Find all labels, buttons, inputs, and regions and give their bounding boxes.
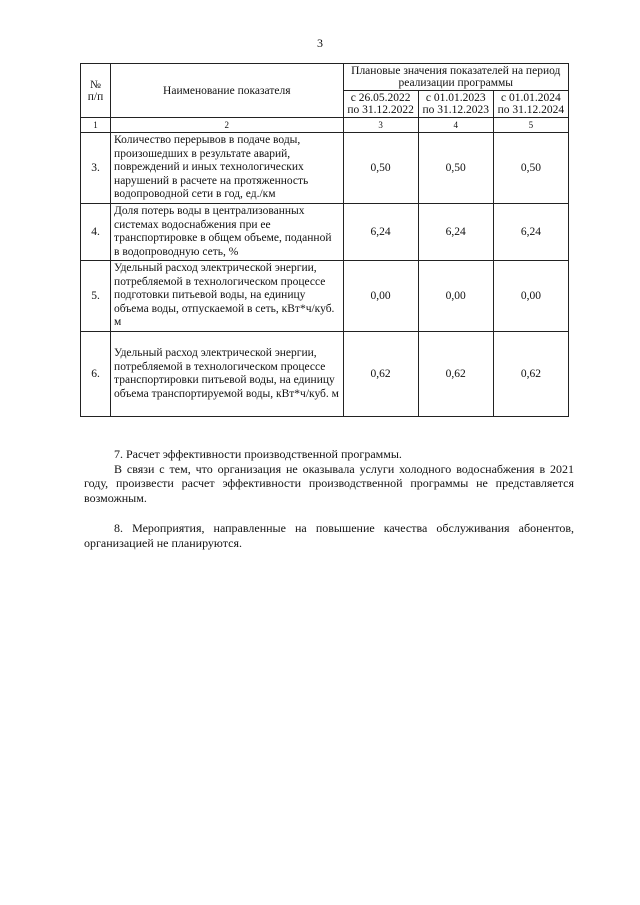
indicator-value: 0,50 bbox=[493, 133, 568, 204]
section-7-heading: 7. Расчет эффективности производственной программы. bbox=[114, 447, 402, 461]
col-index: 5 bbox=[493, 118, 568, 133]
indicator-name: Удельный расход электрической энергии, потребляемой в технологическом процессе подготовки питьевой воды, на единицу объема воды, отпускаемой в сеть, кВт*ч/куб. м bbox=[111, 261, 343, 332]
row-number: 4. bbox=[81, 204, 111, 261]
header-period bbox=[418, 91, 493, 118]
indicator-value: 0,50 bbox=[343, 133, 418, 204]
header-period bbox=[493, 91, 568, 118]
page-number: 3 bbox=[317, 36, 323, 50]
period-to: по 31.12.2023 bbox=[422, 104, 489, 116]
indicator-value: 6,24 bbox=[418, 204, 493, 261]
table-row bbox=[81, 261, 569, 332]
indicators-table bbox=[80, 63, 569, 417]
indicator-value: 0,00 bbox=[343, 261, 418, 332]
period-from: с 01.01.2023 bbox=[425, 92, 486, 104]
indicator-value: 0,62 bbox=[493, 332, 568, 417]
section-8-body: 8. Мероприятия, направленные на повышение качества обслуживания абонентов, организацией не планируются. bbox=[84, 521, 574, 550]
row-number: 6. bbox=[81, 332, 111, 417]
table-row bbox=[81, 204, 569, 261]
header-group: Плановые значения показателей на период реализации программы bbox=[343, 64, 568, 91]
indicator-value: 0,50 bbox=[418, 133, 493, 204]
col-index: 3 bbox=[343, 118, 418, 133]
indicator-value: 6,24 bbox=[343, 204, 418, 261]
row-number: 3. bbox=[81, 133, 111, 204]
col-index: 4 bbox=[418, 118, 493, 133]
col-index: 1 bbox=[81, 118, 111, 133]
period-to: по 31.12.2022 bbox=[347, 104, 414, 116]
indicator-name: Количество перерывов в подаче воды, произошедших в результате аварий, повреждений и иных технологических нарушений в расчете на протяженность водопроводной сети в год, ед./км bbox=[111, 133, 343, 204]
section-8 bbox=[84, 521, 574, 550]
indicator-value: 0,00 bbox=[493, 261, 568, 332]
period-to: по 31.12.2024 bbox=[497, 104, 565, 116]
header-period bbox=[343, 91, 418, 118]
period-from: с 26.05.2022 bbox=[350, 92, 411, 104]
indicator-value: 6,24 bbox=[493, 204, 568, 261]
indicator-value: 0,62 bbox=[343, 332, 418, 417]
table-row bbox=[81, 332, 569, 417]
section-7-body: В связи с тем, что организация не оказывала услуги холодного водоснабжения в 2021 году, произвести расчет эффективности производственной программы не представляется возможным. bbox=[84, 461, 574, 505]
table-row bbox=[81, 133, 569, 204]
col-index: 2 bbox=[111, 118, 343, 133]
header-num: № п/п bbox=[81, 64, 111, 118]
period-from: с 01.01.2024 bbox=[501, 92, 561, 104]
indicator-name: Доля потерь воды в централизованных системах водоснабжения при ее транспортировке в общем объеме, поданной в водопроводную сеть, % bbox=[111, 204, 343, 261]
section-7 bbox=[84, 447, 574, 505]
indicator-value: 0,00 bbox=[418, 261, 493, 332]
row-number: 5. bbox=[81, 261, 111, 332]
header-name: Наименование показателя bbox=[111, 64, 343, 118]
indicator-name: Удельный расход электрической энергии, потребляемой в технологическом процессе транспортировки питьевой воды, на единицу объема транспортируемой воды, кВт*ч/куб. м bbox=[111, 332, 343, 417]
indicator-value: 0,62 bbox=[418, 332, 493, 417]
